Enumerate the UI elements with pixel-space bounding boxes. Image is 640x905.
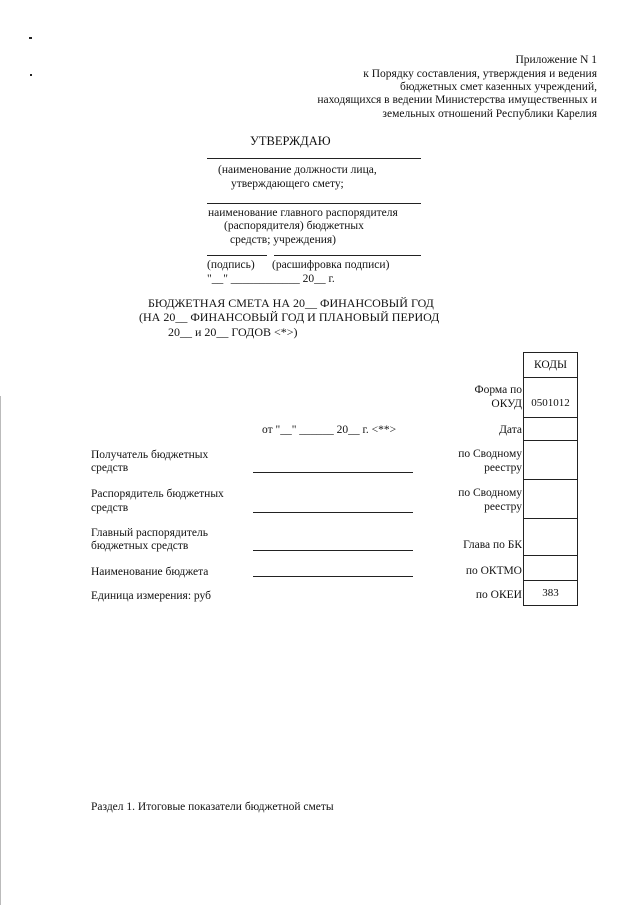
bk-label: Глава по БК bbox=[463, 539, 522, 551]
svod1-label-1: по Сводному bbox=[458, 448, 522, 460]
date-cell bbox=[523, 417, 578, 441]
appendix-line-1: Приложение N 1 bbox=[515, 54, 597, 66]
appendix-line-5: земельных отношений Республики Карелия bbox=[382, 108, 597, 120]
budget-name-label: Наименование бюджета bbox=[91, 566, 209, 578]
budget-name-fill-line bbox=[253, 576, 413, 577]
approval-manager-line bbox=[207, 203, 421, 204]
codes-header: КОДЫ bbox=[523, 352, 578, 378]
signature-line bbox=[207, 255, 267, 256]
signature-label: (подпись) bbox=[207, 259, 255, 271]
okud-label-1: Форма по bbox=[474, 384, 522, 396]
okei-label: по ОКЕИ bbox=[475, 589, 522, 601]
estimate-heading-2: (НА 20__ ФИНАНСОВЫЙ ГОД И ПЛАНОВЫЙ ПЕРИОД bbox=[139, 310, 440, 324]
approval-position-2: утверждающего смету; bbox=[231, 178, 344, 190]
estimate-heading-1: БЮДЖЕТНАЯ СМЕТА НА 20__ ФИНАНСОВЫЙ ГОД bbox=[148, 296, 434, 310]
recipient-fill-line bbox=[253, 472, 413, 473]
scan-mark bbox=[29, 37, 32, 39]
appendix-line-2: к Порядку составления, утверждения и ведения bbox=[363, 68, 597, 80]
approval-title: УТВЕРЖДАЮ bbox=[250, 134, 331, 148]
appendix-line-4: находящихся в ведении Министерства имущественных и bbox=[317, 94, 597, 106]
svod2-label-2: реестру bbox=[484, 501, 522, 513]
manager-label-2: средств bbox=[91, 502, 129, 514]
approval-manager-2: (распорядителя) бюджетных bbox=[224, 220, 364, 232]
recipient-svod-cell bbox=[523, 440, 578, 480]
appendix-line-3: бюджетных смет казенных учреждений, bbox=[400, 81, 597, 93]
main-manager-label-1: Главный распорядитель bbox=[91, 527, 208, 539]
svod1-label-2: реестру bbox=[484, 462, 522, 474]
approval-date: "__" ____________ 20__ г. bbox=[207, 273, 335, 285]
okei-cell: 383 bbox=[523, 580, 578, 606]
decode-signature-line bbox=[274, 255, 421, 256]
okud-cell: 0501012 bbox=[523, 377, 578, 418]
date-line: от "__" ______ 20__ г. <**> bbox=[262, 424, 397, 436]
approval-position-line bbox=[207, 158, 421, 159]
oktmo-cell bbox=[523, 555, 578, 581]
decode-signature-label: (расшифровка подписи) bbox=[272, 259, 390, 271]
unit-label: Единица измерения: руб bbox=[91, 590, 211, 602]
manager-svod-cell bbox=[523, 479, 578, 519]
approval-position-1: (наименование должности лица, bbox=[218, 164, 377, 176]
manager-fill-line bbox=[253, 512, 413, 513]
okud-label-2: ОКУД bbox=[491, 398, 522, 410]
recipient-label-2: средств bbox=[91, 462, 129, 474]
main-manager-fill-line bbox=[253, 550, 413, 551]
scan-edge bbox=[0, 396, 1, 905]
bk-cell bbox=[523, 518, 578, 556]
approval-manager-3: средств; учреждения) bbox=[230, 234, 337, 246]
date-label: Дата bbox=[499, 424, 522, 436]
section-title: Раздел 1. Итоговые показатели бюджетной сметы bbox=[91, 801, 334, 813]
approval-manager-1: наименование главного распорядителя bbox=[208, 207, 398, 219]
manager-label-1: Распорядитель бюджетных bbox=[91, 488, 224, 500]
estimate-heading-3: 20__ и 20__ ГОДОВ <*>) bbox=[168, 325, 298, 339]
svod2-label-1: по Сводному bbox=[458, 487, 522, 499]
scan-mark bbox=[30, 74, 32, 76]
oktmo-label: по ОКТМО bbox=[465, 565, 522, 577]
recipient-label-1: Получатель бюджетных bbox=[91, 449, 209, 461]
main-manager-label-2: бюджетных средств bbox=[91, 540, 189, 552]
